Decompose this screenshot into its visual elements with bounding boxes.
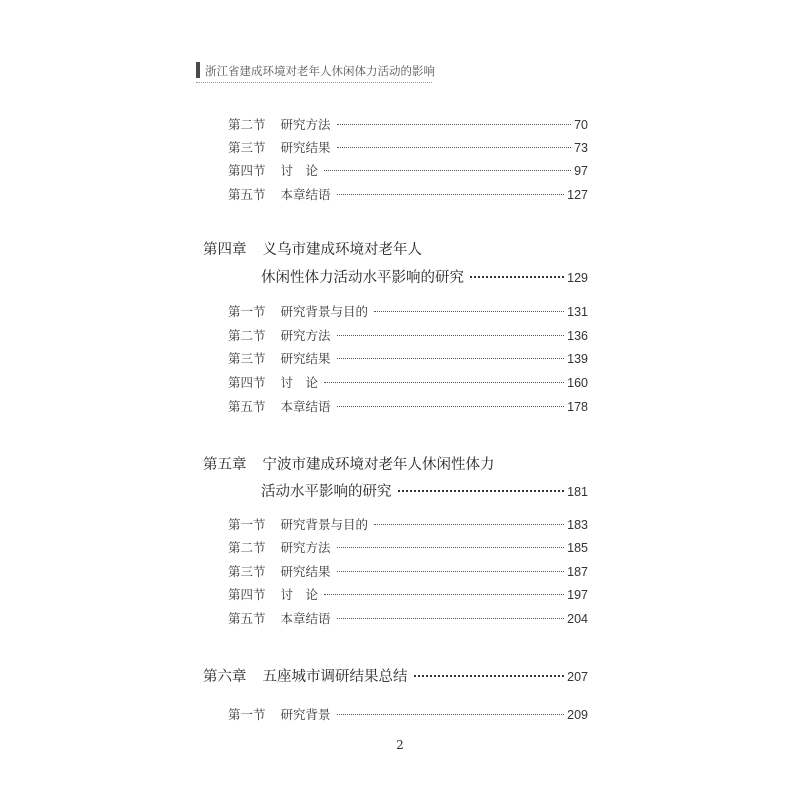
dot-leader: [324, 382, 564, 383]
page-folio: 2: [396, 738, 404, 752]
section-title: 研究方法: [280, 328, 331, 343]
header-bar-decoration: [196, 62, 200, 78]
section-title: 研究结果: [280, 351, 331, 366]
section-number: 第三节: [228, 351, 266, 366]
chapter-number: 第六章: [203, 669, 247, 685]
toc-section-row[interactable]: [228, 538, 588, 558]
section-title: 本章结语: [280, 399, 331, 414]
toc-section-row[interactable]: [228, 349, 588, 369]
chapter-title: 五座城市调研结果总结: [262, 669, 408, 685]
page-number: 209: [567, 708, 588, 722]
dot-leader: [337, 358, 565, 359]
chapter-title: 休闲性体力活动水平影响的研究: [261, 270, 464, 286]
running-header-title: 浙江省建成环境对老年人休闲体力活动的影响: [205, 64, 435, 78]
dot-leader: [337, 406, 565, 407]
toc-section-row[interactable]: [228, 609, 588, 629]
section-number: 第三节: [228, 564, 266, 579]
toc-section-row[interactable]: [228, 373, 588, 393]
page-number: 97: [574, 164, 588, 178]
page-number: 204: [567, 612, 588, 626]
dot-leader: [374, 524, 564, 525]
page-number: 139: [567, 352, 588, 366]
toc-section-row[interactable]: [228, 397, 588, 417]
chapter-number: 第五章: [203, 457, 247, 473]
dot-leader: [337, 618, 565, 619]
section-title: 研究方法: [280, 117, 331, 132]
toc-chapter-heading[interactable]: [203, 238, 588, 260]
section-title: 讨 论: [280, 587, 319, 602]
toc-chapter-heading[interactable]: [203, 665, 588, 687]
toc-section-row[interactable]: [228, 302, 588, 322]
toc-chapter-heading-cont[interactable]: [261, 480, 588, 502]
dot-leader: [470, 276, 564, 278]
page-number: 207: [567, 670, 588, 684]
page-number: 127: [567, 188, 588, 202]
dot-leader: [398, 490, 565, 492]
page-number: 73: [574, 141, 588, 155]
section-title: 本章结语: [280, 611, 331, 626]
section-title: 讨 论: [280, 163, 319, 178]
section-number: 第二节: [228, 117, 266, 132]
dot-leader: [337, 147, 572, 148]
page-number: 183: [567, 518, 588, 532]
page-number: 129: [567, 271, 588, 285]
dot-leader: [324, 594, 564, 595]
section-title: 本章结语: [280, 187, 331, 202]
section-number: 第五节: [228, 611, 266, 626]
dot-leader: [324, 170, 571, 171]
toc-section-row[interactable]: [228, 562, 588, 582]
toc-section-row[interactable]: [228, 326, 588, 346]
page-number: 181: [567, 485, 588, 499]
section-number: 第一节: [228, 707, 266, 722]
chapter-title: 义乌市建成环境对老年人: [262, 242, 422, 258]
page-number: 178: [567, 400, 588, 414]
section-title: 研究结果: [280, 140, 331, 155]
section-number: 第四节: [228, 375, 266, 390]
section-number: 第五节: [228, 399, 266, 414]
dot-leader: [337, 194, 565, 195]
section-number: 第一节: [228, 304, 266, 319]
toc-section-row[interactable]: [228, 115, 588, 135]
section-number: 第三节: [228, 140, 266, 155]
toc-section-row[interactable]: [228, 585, 588, 605]
dot-leader: [414, 675, 565, 677]
section-number: 第四节: [228, 587, 266, 602]
section-number: 第二节: [228, 540, 266, 555]
running-header: [196, 60, 435, 83]
toc-section-row[interactable]: [228, 705, 588, 725]
chapter-number: 第四章: [203, 242, 247, 258]
section-title: 研究背景与目的: [280, 517, 369, 532]
section-title: 研究背景: [280, 707, 331, 722]
page-number: 136: [567, 329, 588, 343]
section-title: 研究方法: [280, 540, 331, 555]
dot-leader: [337, 547, 565, 548]
toc-section-row[interactable]: [228, 138, 588, 158]
section-title: 研究结果: [280, 564, 331, 579]
dot-leader: [337, 124, 572, 125]
toc-section-row[interactable]: [228, 515, 588, 535]
section-number: 第一节: [228, 517, 266, 532]
chapter-title: 活动水平影响的研究: [261, 484, 392, 500]
section-number: 第二节: [228, 328, 266, 343]
page-number: 131: [567, 305, 588, 319]
dot-leader: [337, 335, 565, 336]
section-title: 研究背景与目的: [280, 304, 369, 319]
page-number: 185: [567, 541, 588, 555]
toc-section-row[interactable]: [228, 161, 588, 181]
dot-leader: [337, 714, 565, 715]
chapter-title: 宁波市建成环境对老年人休闲性体力: [262, 457, 495, 473]
toc-chapter-heading[interactable]: [203, 453, 588, 475]
toc-section-row[interactable]: [228, 185, 588, 205]
toc-chapter-heading-cont[interactable]: [261, 266, 588, 288]
section-number: 第四节: [228, 163, 266, 178]
page-number: 187: [567, 565, 588, 579]
section-title: 讨 论: [280, 375, 319, 390]
dot-leader: [374, 311, 564, 312]
dot-leader: [337, 571, 565, 572]
page-number: 160: [567, 376, 588, 390]
page-number: 70: [574, 118, 588, 132]
section-number: 第五节: [228, 187, 266, 202]
page-number: 197: [567, 588, 588, 602]
